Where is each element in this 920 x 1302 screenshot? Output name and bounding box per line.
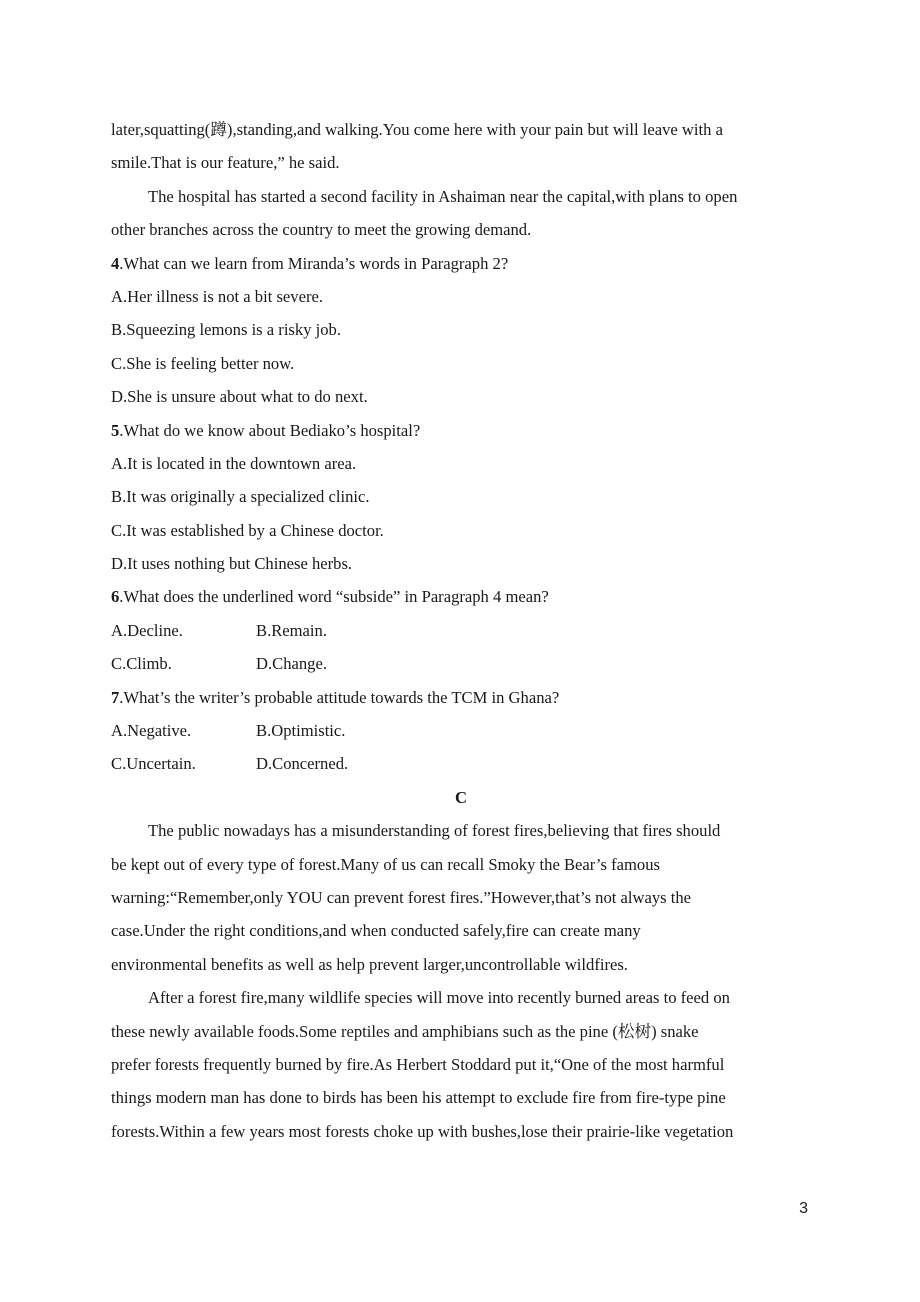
option-c: C.It was established by a Chinese doctor. [111, 520, 384, 540]
question-number: 4 [111, 253, 120, 273]
passage-line: The hospital has started a second facility in Ashaiman near the capital,with plans to open [148, 186, 738, 206]
page-number: 3 [799, 1200, 808, 1217]
paragraph-line: case.Under the right conditions,and when conducted safely,fire can create many [111, 921, 641, 941]
option-b: B.Remain. [256, 620, 327, 640]
option-d: D.It uses nothing but Chinese herbs. [111, 554, 353, 574]
option-a: A.Decline. [111, 620, 183, 640]
question-5 [111, 414, 811, 447]
question-text: .What can we learn from Miranda’s words in Paragraph 2? [119, 253, 509, 273]
option-b: B.It was originally a specialized clinic. [111, 487, 370, 507]
paragraph-line: The public nowadays has a misunderstanding of forest fires,believing that fires should [148, 821, 721, 841]
passage-line: later,squatting(蹲),standing,and walking.You come here with your pain but will leave with a [111, 120, 723, 139]
paragraph-line: warning:“Remember,only YOU can prevent forest fires.”However,that’s not always the [111, 887, 692, 907]
question-6 [111, 580, 811, 613]
paragraph-line: prefer forests frequently burned by fire.As Herbert Stoddard put it,“One of the most harmful [111, 1054, 725, 1074]
paragraph-line: these newly available foods.Some reptiles and amphibians such as the pine (松树) snake [111, 1021, 699, 1041]
paragraph-line: environmental benefits as well as help prevent larger,uncontrollable wildfires. [111, 954, 628, 974]
option-row [111, 614, 811, 647]
option-c: C.Uncertain. [111, 754, 196, 774]
question-text: .What’s the writer’s probable attitude towards the TCM in Ghana? [119, 687, 560, 707]
question-text: .What do we know about Bediako’s hospital? [119, 420, 421, 440]
passage-line: smile.That is our feature,” he said. [111, 153, 340, 173]
option-d: D.She is unsure about what to do next. [111, 387, 368, 407]
option-c: C.Climb. [111, 654, 172, 674]
paragraph-line: things modern man has done to birds has been his attempt to exclude fire from fire-type pine [111, 1088, 726, 1108]
option-row [111, 714, 811, 747]
passage-line: other branches across the country to meet the growing demand. [111, 220, 532, 240]
question-7 [111, 681, 811, 714]
option-d: D.Concerned. [256, 754, 349, 774]
option-row [111, 647, 811, 680]
question-number: 7 [111, 687, 120, 707]
option-b: B.Squeezing lemons is a risky job. [111, 320, 341, 340]
section-heading: C [455, 787, 467, 807]
question-number: 5 [111, 420, 120, 440]
option-a: A.It is located in the downtown area. [111, 453, 357, 473]
question-4 [111, 247, 811, 280]
option-a: A.Negative. [111, 721, 192, 741]
option-b: B.Optimistic. [256, 721, 346, 741]
page-content [111, 113, 811, 1148]
option-c: C.She is feeling better now. [111, 353, 295, 373]
paragraph-line: be kept out of every type of forest.Many of us can recall Smoky the Bear’s famous [111, 854, 660, 874]
paragraph-line: forests.Within a few years most forests choke up with bushes,lose their prairie-like vegetation [111, 1121, 734, 1141]
option-row [111, 747, 811, 780]
option-d: D.Change. [256, 654, 327, 674]
paragraph-line: After a forest fire,many wildlife species will move into recently burned areas to feed on [148, 988, 730, 1008]
option-a: A.Her illness is not a bit severe. [111, 286, 323, 306]
question-text: .What does the underlined word “subside” in Paragraph 4 mean? [119, 587, 549, 607]
question-number: 6 [111, 587, 120, 607]
